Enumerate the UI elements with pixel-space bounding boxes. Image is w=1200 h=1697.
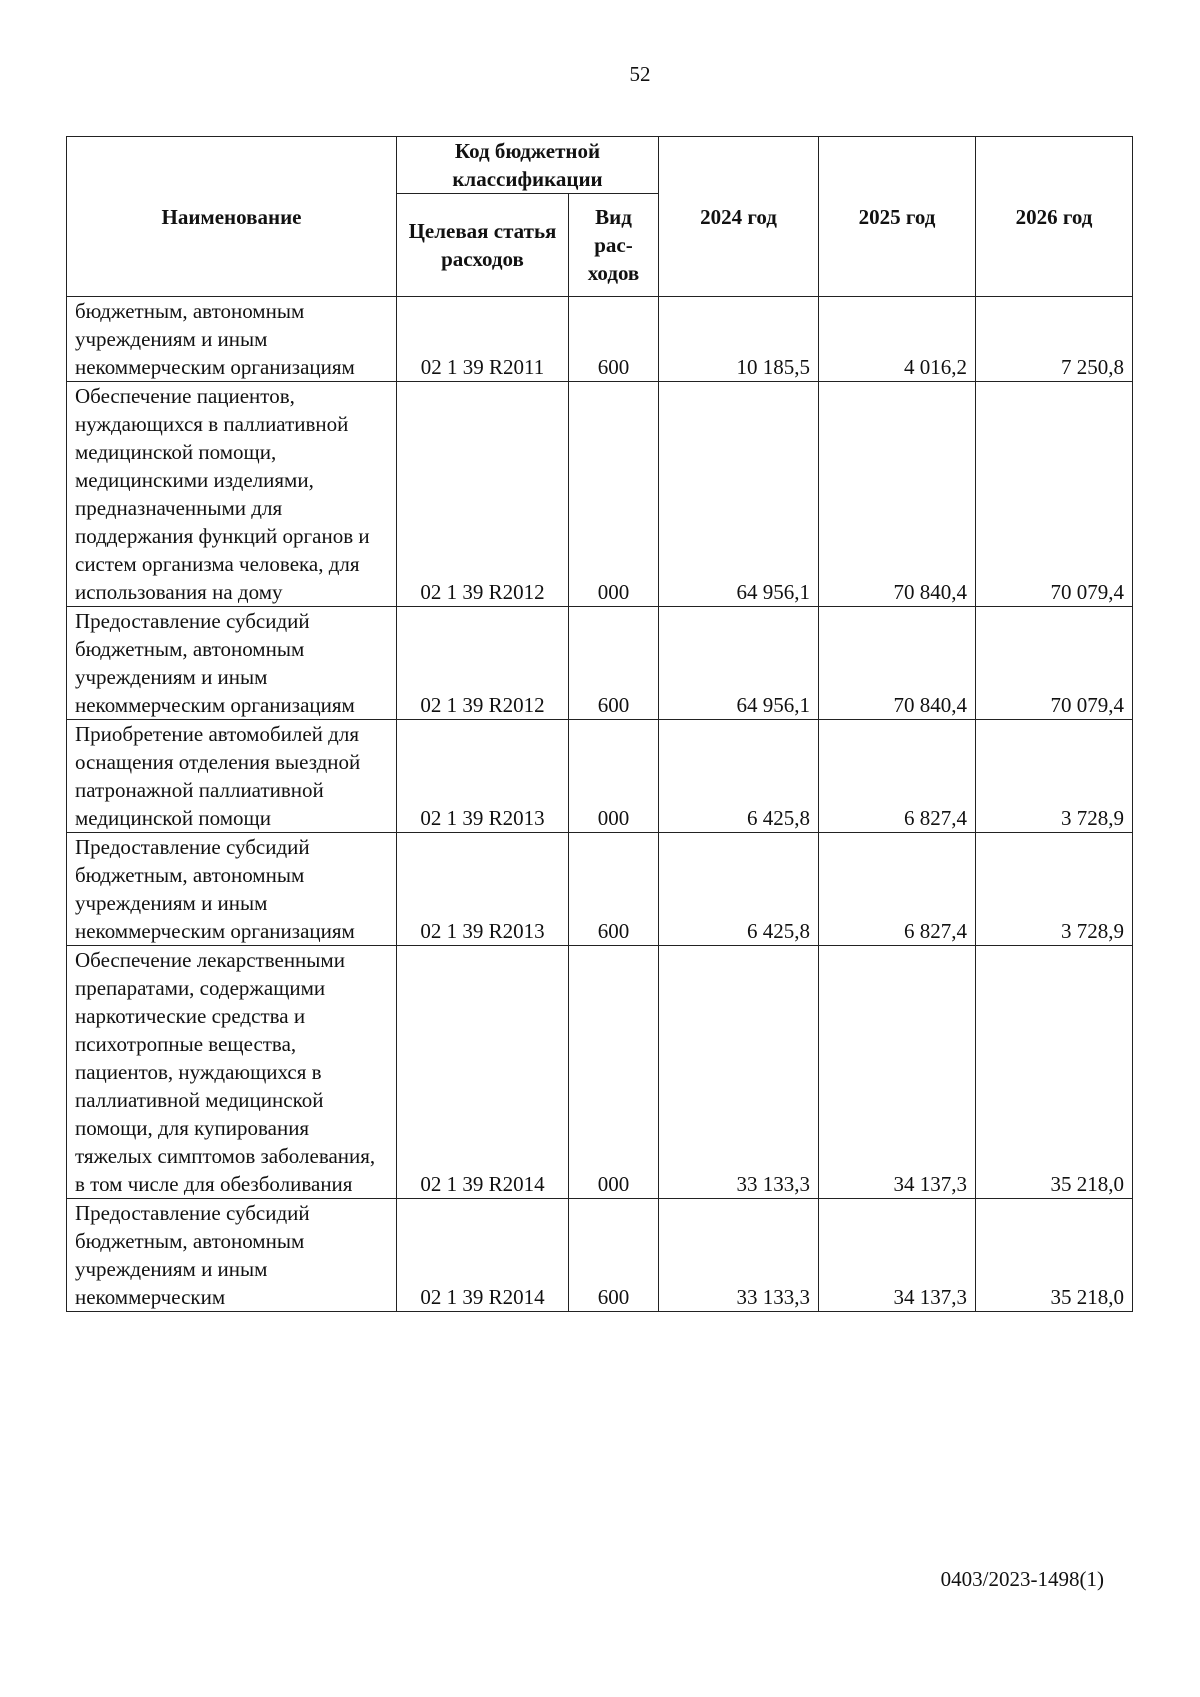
- row-2024: 6 425,8: [659, 833, 819, 946]
- budget-table: [66, 136, 1133, 1312]
- row-2025: 4 016,2: [819, 297, 976, 382]
- table-row: [67, 382, 1133, 607]
- row-2024: 33 133,3: [659, 946, 819, 1199]
- row-expense-type: 000: [569, 382, 659, 607]
- row-2025: 34 137,3: [819, 946, 976, 1199]
- row-expense-type: 600: [569, 297, 659, 382]
- row-name: Приобретение автомобилей для оснащения отделения выездной патронажной паллиативной медицинской помощи: [67, 720, 397, 833]
- table-row: [67, 607, 1133, 720]
- row-name: Предоставление субсидий бюджетным, автономным учреждениям и иным некоммерческим организациям: [67, 833, 397, 946]
- row-2026: 3 728,9: [976, 720, 1133, 833]
- row-target-code: 02 1 39 R2012: [397, 607, 569, 720]
- row-target-code: 02 1 39 R2014: [397, 1199, 569, 1312]
- row-target-code: 02 1 39 R2014: [397, 946, 569, 1199]
- header-2024: 2024 год: [659, 137, 819, 297]
- row-name: Обеспечение лекарственными препаратами, содержащими наркотические средства и психотропные вещества, пациентов, нуждающихся в паллиативной медицинской помощи, для купирования тяжелых симптомов заболевания, в том числе для обезболивания: [67, 946, 397, 1199]
- table-header: [67, 137, 1133, 297]
- table-row: [67, 946, 1133, 1199]
- row-target-code: 02 1 39 R2013: [397, 833, 569, 946]
- row-2024: 6 425,8: [659, 720, 819, 833]
- table-body: [67, 297, 1133, 1312]
- header-2026: 2026 год: [976, 137, 1133, 297]
- row-name: Обеспечение пациентов, нуждающихся в паллиативной медицинской помощи, медицинскими изделиями, предназначенными для поддержания функций органов и систем организма человека, для использования на дому: [67, 382, 397, 607]
- row-expense-type: 000: [569, 946, 659, 1199]
- row-2024: 33 133,3: [659, 1199, 819, 1312]
- row-target-code: 02 1 39 R2012: [397, 382, 569, 607]
- row-2026: 70 079,4: [976, 382, 1133, 607]
- row-2026: 35 218,0: [976, 1199, 1133, 1312]
- table-row: [67, 297, 1133, 382]
- row-name: Предоставление субсидий бюджетным, автономным учреждениям и иным некоммерческим организациям: [67, 607, 397, 720]
- row-2025: 70 840,4: [819, 382, 976, 607]
- header-2025: 2025 год: [819, 137, 976, 297]
- table-row: [67, 720, 1133, 833]
- row-expense-type: 600: [569, 607, 659, 720]
- row-2025: 6 827,4: [819, 720, 976, 833]
- row-2025: 6 827,4: [819, 833, 976, 946]
- header-expense-type: Вид рас-ходов: [569, 194, 659, 297]
- row-target-code: 02 1 39 R2011: [397, 297, 569, 382]
- header-code-group: Код бюджетной классификации: [397, 137, 659, 194]
- row-expense-type: 000: [569, 720, 659, 833]
- row-2025: 34 137,3: [819, 1199, 976, 1312]
- row-2026: 7 250,8: [976, 297, 1133, 382]
- row-2026: 35 218,0: [976, 946, 1133, 1199]
- row-2024: 10 185,5: [659, 297, 819, 382]
- row-name: Предоставление субсидий бюджетным, автономным учреждениям и иным некоммерческим: [67, 1199, 397, 1312]
- table-row: [67, 833, 1133, 946]
- row-2024: 64 956,1: [659, 382, 819, 607]
- row-2025: 70 840,4: [819, 607, 976, 720]
- row-target-code: 02 1 39 R2013: [397, 720, 569, 833]
- row-2026: 3 728,9: [976, 833, 1133, 946]
- header-name: Наименование: [67, 137, 397, 297]
- page-number: 52: [629, 62, 651, 86]
- document-number: 0403/2023-1498(1): [940, 1567, 1104, 1591]
- row-expense-type: 600: [569, 833, 659, 946]
- row-2024: 64 956,1: [659, 607, 819, 720]
- table-row: [67, 1199, 1133, 1312]
- row-2026: 70 079,4: [976, 607, 1133, 720]
- row-name: бюджетным, автономным учреждениям и иным некоммерческим организациям: [67, 297, 397, 382]
- header-target-article: Целевая статья расходов: [397, 194, 569, 297]
- row-expense-type: 600: [569, 1199, 659, 1312]
